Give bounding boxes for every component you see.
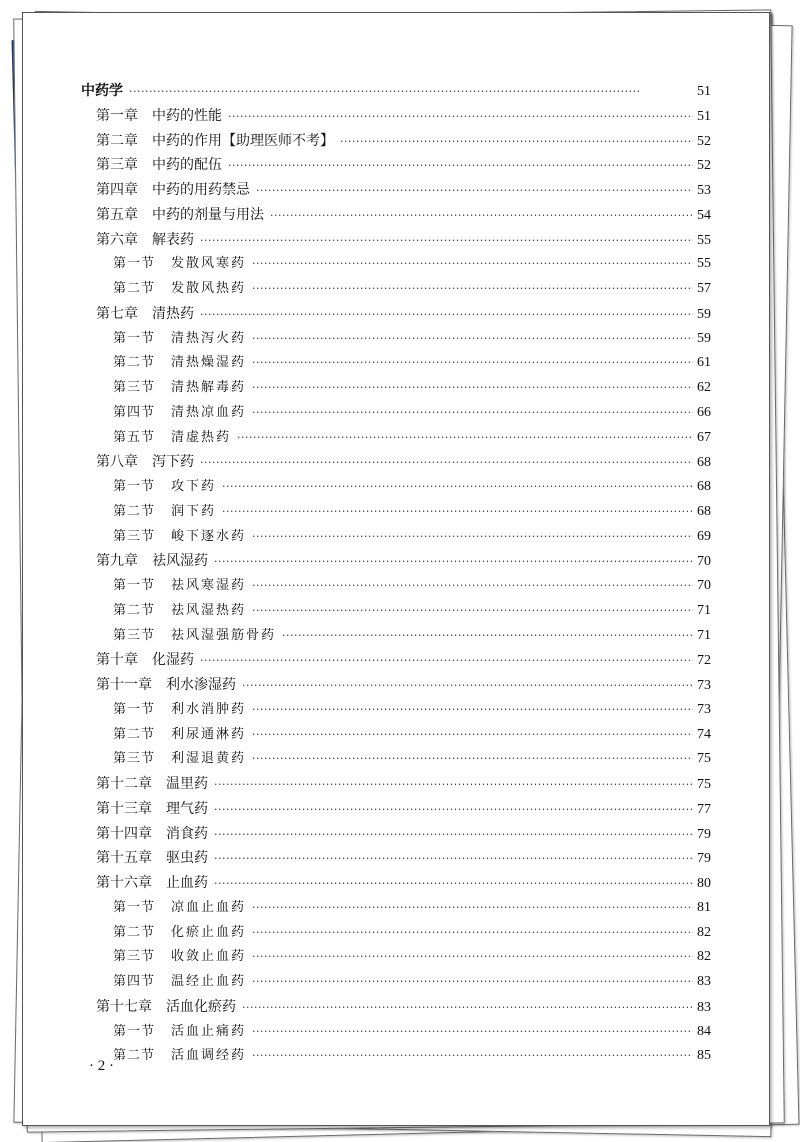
dot-leader (252, 747, 693, 772)
toc-entry-page-number: 57 (697, 281, 711, 296)
toc-entry-page-number: 54 (697, 207, 711, 223)
toc-entry-label: 第一节 (113, 701, 156, 717)
dot-leader (214, 847, 693, 872)
toc-entry-label: 第二节 (113, 503, 156, 519)
toc-entry-label: 第三节 (113, 751, 156, 767)
toc-entry-label: 第一节 (113, 256, 156, 272)
toc-entry-page-number: 79 (697, 826, 711, 842)
toc-entry-name: 祛风湿热药 (171, 602, 247, 618)
toc-entry-name: 利水渗湿药 (166, 677, 236, 693)
toc-entry-section (81, 723, 711, 748)
toc-entry-chapter (81, 104, 711, 129)
toc-entry-chapter (81, 203, 711, 228)
toc-entry-section (81, 475, 711, 500)
toc-entry-name: 驱虫药 (166, 850, 208, 867)
dot-leader (252, 525, 693, 550)
toc-entry-name: 化湿药 (152, 652, 194, 669)
toc-entry-label: 第二节 (113, 355, 156, 371)
toc-entry-name: 解表药 (152, 231, 194, 248)
toc-entry-name: 活血止痛药 (171, 1023, 247, 1039)
dot-leader (242, 674, 693, 699)
toc-entry-section (81, 945, 711, 970)
toc-entry-page-number: 68 (697, 455, 711, 471)
toc-entry-name: 祛风湿药 (152, 553, 208, 570)
toc-entry-name: 消食药 (166, 825, 208, 842)
dot-leader (252, 896, 693, 921)
toc-entry-page-number: 82 (697, 949, 711, 965)
toc-entry-page-number: 61 (697, 355, 711, 371)
toc-entry-page-number: 66 (697, 404, 711, 420)
toc-entry-page-number: 68 (697, 479, 711, 494)
toc-entry-label: 第八章 (96, 454, 138, 471)
toc-entry-page-number: 68 (697, 503, 711, 519)
toc-entry-page-number: 83 (697, 974, 711, 989)
toc-entry-label: 第一节 (113, 899, 156, 915)
toc-entry-title (96, 153, 228, 178)
toc-entry-title (96, 450, 200, 475)
toc-entry-section (81, 525, 711, 550)
toc-entry-label: 第十三章 (96, 800, 152, 817)
toc-entry-title (113, 351, 252, 376)
toc-entry-chapter (81, 995, 711, 1020)
toc-entry-page-number: 84 (697, 1023, 711, 1039)
toc-entry-section (81, 327, 711, 352)
toc-entry-label: 第一节 (113, 1023, 156, 1039)
toc-entry-title (113, 747, 252, 772)
toc-entry-label: 第十五章 (96, 850, 152, 867)
dot-leader (252, 252, 693, 277)
toc-entry-name: 攻下药 (171, 479, 217, 494)
toc-entry-name: 温经止血药 (171, 974, 247, 989)
dot-leader (252, 945, 693, 970)
toc-entry-title (113, 970, 252, 995)
table-of-contents (81, 79, 711, 1069)
toc-entry-label: 第三章 (96, 157, 138, 174)
toc-entry-name: 利尿通淋药 (171, 726, 247, 742)
toc-entry-chapter (81, 450, 711, 475)
toc-entry-section (81, 500, 711, 525)
dot-leader (252, 698, 693, 723)
toc-entry-page-number: 75 (697, 751, 711, 767)
toc-entry-page-number: 55 (697, 232, 711, 248)
toc-entry-label: 第二节 (113, 924, 156, 940)
toc-entry-section (81, 376, 711, 401)
toc-entry-name: 清热泻火药 (171, 330, 247, 346)
toc-entry-title (96, 129, 340, 154)
toc-entry-page-number: 52 (697, 158, 711, 174)
toc-entry-name: 温里药 (166, 776, 208, 792)
toc-entry-title (113, 574, 252, 599)
toc-entry-page-number: 51 (697, 108, 711, 124)
toc-entry-label: 第二节 (113, 602, 156, 618)
toc-entry-title (113, 277, 252, 302)
toc-entry-section (81, 921, 711, 946)
toc-entry-title (96, 772, 214, 797)
toc-entry-label: 第十四章 (96, 825, 152, 842)
dot-leader (200, 649, 693, 674)
toc-entry-title (96, 302, 200, 327)
toc-entry-page-number: 55 (697, 256, 711, 272)
toc-entry-title (113, 1020, 252, 1045)
toc-entry-title (81, 79, 129, 104)
toc-entry-name: 活血调经药 (171, 1048, 247, 1064)
toc-entry-section (81, 599, 711, 624)
toc-entry-label: 第三节 (113, 627, 156, 643)
toc-entry-label: 第三节 (113, 949, 156, 965)
toc-entry-page-number: 51 (697, 84, 711, 99)
dot-leader (237, 426, 693, 451)
toc-entry-label: 第二章 (96, 132, 138, 149)
toc-entry-page-number: 73 (697, 701, 711, 717)
toc-entry-name: 中药的配伍 (152, 157, 222, 174)
toc-entry-section (81, 401, 711, 426)
toc-entry-title (96, 203, 270, 228)
toc-entry-chapter (81, 772, 711, 797)
toc-entry-label: 第十章 (96, 652, 138, 669)
toc-entry-title (113, 624, 282, 649)
dot-leader (214, 823, 693, 848)
toc-entry-label: 第一节 (113, 578, 156, 593)
toc-entry-label: 第二节 (113, 726, 156, 742)
dot-leader (214, 798, 693, 823)
toc-entry-label: 第十二章 (96, 776, 152, 792)
toc-entry-page-number: 59 (697, 306, 711, 322)
toc-entry-title (96, 797, 214, 822)
toc-entry-name: 化瘀止血药 (171, 924, 247, 940)
toc-entry-name: 清热解毒药 (171, 380, 247, 395)
toc-entry-title (96, 822, 214, 847)
toc-entry-label: 第九章 (96, 553, 138, 570)
toc-entry-chapter (81, 178, 711, 203)
toc-entry-section (81, 1044, 711, 1069)
toc-entry-name: 中药的性能 (152, 107, 222, 124)
dot-leader (252, 1044, 693, 1069)
toc-entry-chapter (81, 549, 711, 574)
toc-entry-page-number: 81 (697, 899, 711, 915)
toc-entry-chapter (81, 822, 711, 847)
toc-entry-title (113, 376, 252, 401)
toc-entry-section (81, 574, 711, 599)
toc-entry-chapter (81, 129, 711, 154)
toc-entry-section (81, 747, 711, 772)
toc-entry-page-number: 67 (697, 429, 711, 445)
toc-entry-section (81, 1020, 711, 1045)
toc-entry-label: 第七章 (96, 305, 138, 322)
toc-entry-name: 利水消肿药 (171, 701, 247, 717)
toc-entry-title (113, 500, 222, 525)
dot-leader (200, 229, 693, 254)
toc-entry-section (81, 624, 711, 649)
toc-entry-label: 第十七章 (96, 998, 152, 1015)
toc-entry-label: 第三节 (113, 380, 156, 395)
toc-entry-name: 祛风湿强筋骨药 (171, 627, 277, 643)
toc-entry-section (81, 426, 711, 451)
dot-leader (222, 500, 693, 525)
toc-entry-label: 第五节 (113, 429, 156, 445)
dot-leader (214, 872, 693, 897)
toc-entry-title (113, 723, 252, 748)
toc-entry-title (113, 921, 252, 946)
toc-entry-label: 第一节 (113, 330, 156, 346)
toc-entry-title (96, 846, 214, 871)
dot-leader (252, 376, 693, 401)
toc-entry-page-number: 53 (697, 183, 711, 198)
toc-entry-title (96, 871, 214, 896)
toc-entry-page-number: 69 (697, 528, 711, 544)
toc-entry-page-number: 71 (697, 627, 711, 643)
toc-entry-name: 理气药 (166, 800, 208, 817)
toc-entry-chapter (81, 673, 711, 698)
dot-leader (252, 574, 693, 599)
toc-entry-label: 第二节 (113, 1048, 156, 1064)
toc-entry-section (81, 896, 711, 921)
dot-leader (214, 773, 693, 798)
toc-entry-title (113, 475, 222, 500)
dot-leader (252, 351, 693, 376)
dot-leader (242, 996, 693, 1021)
toc-entry-label: 第六章 (96, 231, 138, 248)
dot-leader (252, 401, 693, 426)
toc-entry-chapter (81, 797, 711, 822)
toc-entry-label: 第五章 (96, 206, 138, 223)
toc-entry-page-number: 74 (697, 726, 711, 742)
toc-entry-label: 第四章 (96, 182, 138, 198)
toc-entry-name: 收敛止血药 (171, 949, 247, 965)
toc-entry-page-number: 70 (697, 578, 711, 593)
toc-entry-page-number: 82 (697, 924, 711, 940)
toc-entry-chapter (81, 871, 711, 896)
toc-entry-label: 第一章 (96, 107, 138, 124)
toc-entry-title (96, 995, 242, 1020)
toc-entry-name: 峻下逐水药 (171, 528, 247, 544)
toc-entry-title (96, 228, 200, 253)
toc-entry-page-number: 80 (697, 876, 711, 891)
dot-leader (252, 1020, 693, 1045)
toc-entry-label: 第十六章 (96, 875, 152, 891)
toc-entry-section (81, 351, 711, 376)
dot-leader (340, 130, 693, 155)
toc-entry-label: 第四节 (113, 974, 156, 989)
toc-entry-title (113, 426, 237, 451)
toc-entry-title (113, 401, 252, 426)
toc-entry-page-number: 77 (697, 801, 711, 817)
toc-entry-title (96, 549, 214, 574)
toc-entry-label: 第三节 (113, 528, 156, 544)
dot-leader (282, 624, 693, 649)
toc-entry-page-number: 83 (697, 999, 711, 1015)
dot-leader (214, 550, 693, 575)
dot-leader (256, 179, 693, 204)
toc-entry-title (96, 673, 242, 698)
toc-entry-name: 发散风寒药 (171, 256, 247, 272)
toc-entry-page-number: 75 (697, 777, 711, 792)
dot-leader (252, 921, 693, 946)
toc-entry-title (113, 698, 252, 723)
toc-entry-name: 泻下药 (152, 454, 194, 471)
toc-entry-chapter (81, 228, 711, 253)
toc-entry-title (113, 525, 252, 550)
toc-entry-title (113, 1044, 252, 1069)
toc-entry-name: 凉血止血药 (171, 899, 247, 915)
toc-entry-name: 清热药 (152, 305, 194, 322)
toc-entry-part (81, 79, 711, 104)
toc-entry-page-number: 73 (697, 678, 711, 693)
toc-entry-section (81, 252, 711, 277)
toc-entry-name: 发散风热药 (171, 281, 247, 296)
toc-entry-page-number: 79 (697, 851, 711, 867)
toc-entry-page-number: 62 (697, 380, 711, 395)
toc-entry-page-number: 59 (697, 330, 711, 346)
toc-entry-title (96, 104, 228, 129)
toc-entry-title (113, 945, 252, 970)
toc-entry-label: 第十一章 (96, 677, 152, 693)
toc-page (22, 12, 770, 1126)
toc-entry-section (81, 698, 711, 723)
dot-leader (200, 451, 693, 476)
toc-entry-name: 利湿退黄药 (171, 751, 247, 767)
toc-entry-page-number: 85 (697, 1048, 711, 1064)
toc-entry-title (113, 327, 252, 352)
dot-leader (270, 204, 693, 229)
toc-entry-page-number: 71 (697, 602, 711, 618)
toc-entry-title (113, 896, 252, 921)
dot-leader (222, 475, 693, 500)
toc-entry-name: 止血药 (166, 875, 208, 891)
toc-entry-page-number: 52 (697, 133, 711, 149)
toc-entry-page-number: 72 (697, 653, 711, 669)
toc-entry-name: 中药的作用【助理医师不考】 (152, 132, 334, 149)
dot-leader (252, 599, 693, 624)
toc-entry-name: 润下药 (171, 503, 217, 519)
toc-entry-name: 祛风寒湿药 (171, 578, 247, 593)
toc-entry-name: 中药的剂量与用法 (152, 206, 264, 223)
page-number-footer: · 2 · (89, 1058, 114, 1074)
toc-entry-section (81, 277, 711, 302)
dot-leader (252, 970, 693, 995)
toc-entry-label: 第四节 (113, 404, 156, 420)
dot-leader (252, 277, 693, 302)
toc-entry-page-number: 70 (697, 554, 711, 570)
toc-entry-label: 第一节 (113, 479, 156, 494)
dot-leader (252, 723, 693, 748)
toc-entry-title (96, 178, 256, 203)
toc-entry-title (113, 599, 252, 624)
toc-entry-label: 第二节 (113, 281, 156, 296)
toc-entry-name: 活血化瘀药 (166, 998, 236, 1015)
toc-entry-chapter (81, 153, 711, 178)
dot-leader (200, 303, 693, 328)
toc-entry-title (96, 648, 200, 673)
toc-entry-name: 清虚热药 (171, 429, 232, 445)
dot-leader (228, 105, 693, 130)
dot-leader (129, 80, 693, 105)
toc-entry-name: 中药学 (81, 83, 123, 99)
dot-leader (252, 327, 693, 352)
toc-entry-name: 清热燥湿药 (171, 355, 247, 371)
toc-entry-chapter (81, 846, 711, 871)
toc-entry-title (113, 252, 252, 277)
dot-leader (228, 154, 693, 179)
toc-entry-section (81, 970, 711, 995)
toc-entry-chapter (81, 648, 711, 673)
toc-entry-name: 中药的用药禁忌 (152, 182, 250, 198)
toc-entry-chapter (81, 302, 711, 327)
toc-entry-name: 清热凉血药 (171, 404, 247, 420)
